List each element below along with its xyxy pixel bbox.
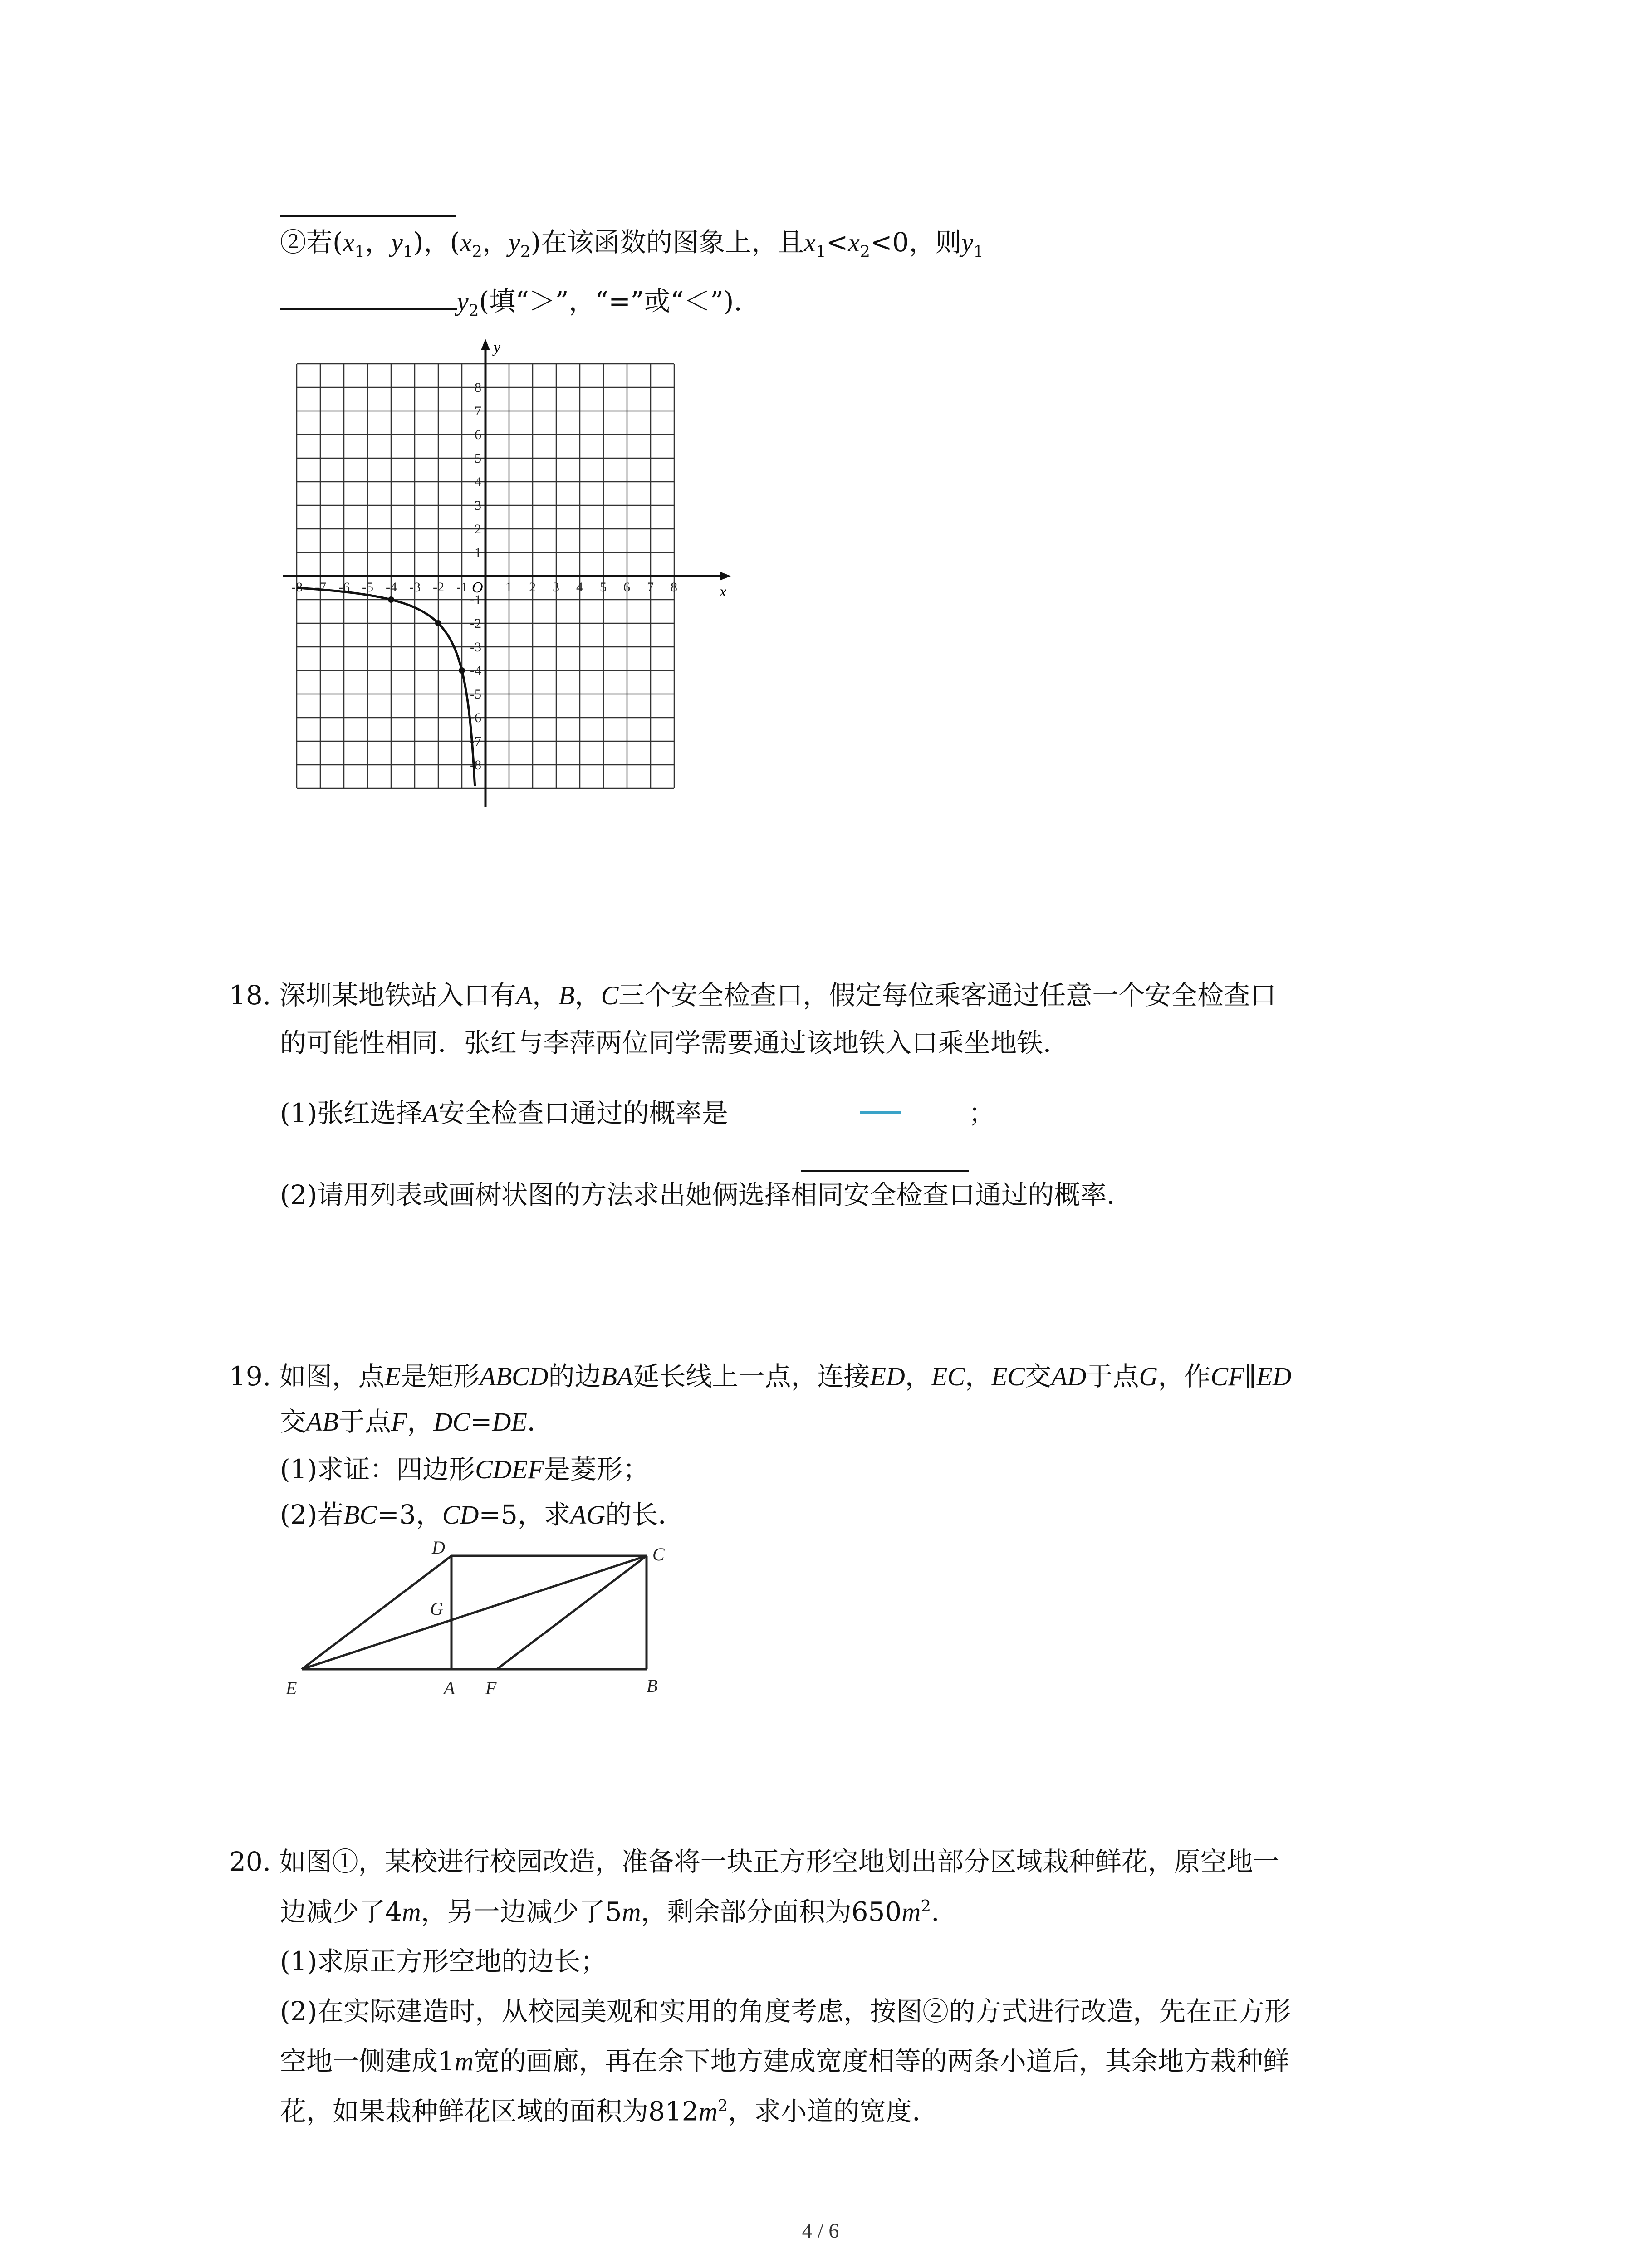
y-tick-label: -4 [470,663,481,678]
y-tick-label: -6 [470,710,481,725]
x-axis-arrow [720,572,731,581]
var: x [804,228,816,257]
var: y [391,228,403,257]
x-tick-label: 7 [647,580,654,595]
text: 如图，点 [279,1361,385,1392]
q18-part1 [280,1100,728,1127]
var: m [454,2047,474,2076]
sup: 2 [921,1897,931,1916]
q19-line2 [280,1408,554,1435]
var: DE [492,1407,527,1437]
origin-label: O [472,579,483,596]
text: ， [482,227,509,258]
text: ； [969,1098,995,1129]
text: 三个安全检查口，假定每位乘客通过任意一个安全检查口 [618,980,1277,1011]
answer-blank[interactable] [280,286,457,310]
q20-part1 [280,1948,607,1975]
label-E: E [286,1678,297,1698]
y-tick-label: 4 [475,474,481,489]
var: A [516,981,533,1010]
var: m [622,1897,641,1927]
var: ED [870,1362,905,1391]
y-tick-label: -1 [470,592,481,607]
x-tick-label: 2 [529,580,536,595]
text: ， [365,227,392,258]
x-tick-label: 3 [553,580,559,595]
var: G [1139,1362,1158,1391]
var: AG [570,1500,606,1530]
y-tick-label: 5 [475,451,481,466]
x-tick-label: 5 [600,580,607,595]
var: BA [601,1362,633,1391]
y-tick-label: -8 [470,758,481,772]
function-graph [272,331,771,826]
question-number: 19. [229,1361,271,1392]
y-tick-label: -5 [470,687,481,702]
text: 花，如果栽种鲜花区域的面积为812 [280,2096,699,2127]
curve-point [388,596,394,603]
sub: 2 [471,242,482,261]
label-B: B [647,1676,658,1696]
var: E [384,1362,401,1391]
var: x [848,228,860,257]
text: 于点 [1086,1361,1139,1392]
var: ED [1256,1362,1292,1391]
circled-number: ② [280,227,307,258]
text: . [931,1896,940,1927]
var: x [460,228,472,257]
segment-CF [497,1556,647,1669]
y-axis-arrow [481,339,490,350]
q20-line2 [280,1898,940,1925]
text: 若( [306,227,343,258]
geometry-figure [272,1538,726,1710]
var: m [901,1897,921,1927]
x-tick-label: -1 [456,580,468,595]
y-tick-label: 8 [475,380,481,395]
var: m [402,1897,421,1927]
q18-part1-end [969,1098,995,1129]
page-number: 4 / 6 [802,2219,839,2242]
text: 是矩形 [401,1361,480,1392]
text: 的长． [605,1499,685,1530]
x-tick-label: -6 [338,580,350,595]
y-tick-label: -7 [470,734,481,749]
text: =5，求 [479,1499,570,1530]
sub: 1 [354,242,365,261]
text: (2)若 [280,1499,344,1530]
segment-EC [302,1556,647,1669]
x-tick-label: -8 [291,580,303,595]
text: ， [407,1406,434,1437]
label-G: G [430,1598,443,1619]
var: y [961,228,974,257]
question-number: 20. [229,1846,271,1877]
var: CDEF [475,1455,544,1484]
text: (填“＞”，“=”或“＜”). [479,286,742,317]
text: (1)求原正方形空地的边长； [280,1946,607,1977]
var: CF [1210,1362,1244,1391]
x-tick-label: -7 [315,580,326,595]
text: 宽的画廊，再在余下地方建成宽度相等的两条小道后，其余地方栽种鲜 [473,2046,1289,2077]
var: y [457,287,469,316]
y-tick-label: 2 [475,522,481,537]
y-tick-label: 1 [475,545,481,560]
text: )在该函数的图象上，且 [530,227,804,258]
label-C: C [652,1544,665,1564]
answer-blank[interactable] [801,1148,969,1172]
text: ，另一边减少了5 [421,1896,622,1927]
text: 于点 [338,1406,391,1437]
question-number: 18. [229,980,271,1011]
text: =3， [377,1499,442,1530]
q19-part2 [280,1501,684,1528]
y-tick-label: -3 [470,640,481,655]
sub: 1 [403,242,413,261]
q19-part1 [280,1456,649,1483]
q17-part2-line1 [280,229,984,260]
var: y [508,228,520,257]
y-tick-label: 7 [475,404,481,419]
q18-line2 [280,1027,1070,1058]
text: ， [905,1361,931,1392]
var: AB [306,1407,338,1437]
x-tick-label: 4 [576,580,583,595]
text: 交 [280,1406,307,1437]
text: ， [532,980,559,1011]
var: ABCD [480,1362,549,1391]
y-tick-label: 3 [475,498,481,513]
sub: 2 [468,301,479,320]
text: (1)求证：四边形 [280,1454,475,1485]
q17-part2-line2 [280,286,742,319]
text: ，剩余部分面积为650 [641,1896,902,1927]
x-axis-label: x [720,583,727,600]
text: 安全检查口通过的概率是 [438,1098,728,1129]
function-curve [297,588,475,786]
var: BC [343,1500,377,1530]
text: )，( [413,227,460,258]
q20-part2-line1 [280,1996,1291,2027]
var: B [558,981,575,1010]
y-tick-label: 6 [475,427,481,442]
text: ． [527,1406,554,1437]
q19-line1 [229,1363,1292,1390]
var: DC [433,1407,470,1437]
text: ， [574,980,601,1011]
text: 如图①，某校进行校园改造，准备将一块正方形空地划出部分区域栽种鲜花，原空地一 [279,1846,1279,1877]
text: ∥ [1244,1361,1257,1392]
label-A: A [444,1678,455,1698]
q20-line1 [229,1848,1279,1875]
text: < [826,227,848,258]
sup: 2 [717,2097,728,2115]
text: ， [965,1361,991,1392]
segment-ED [302,1556,451,1669]
text: (2)在实际建造时，从校园美观和实用的角度考虑，按图②的方式进行改造，先在正方形 [280,1996,1291,2027]
curve-point [459,667,465,674]
text: (1)张红选择 [280,1098,423,1129]
x-tick-label: 8 [671,580,677,595]
sub: 1 [815,242,826,261]
q20-part2-line2 [280,2048,1289,2075]
text: ，作 [1158,1361,1211,1392]
x-tick-label: -2 [433,580,444,595]
text: 边减少了4 [280,1896,402,1927]
var: m [698,2097,718,2126]
y-axis-label: y [494,339,501,356]
text: 的可能性相同．张红与李萍两位同学需要通过该地铁入口乘坐地铁． [280,1027,1070,1058]
label-D: D [432,1537,445,1558]
top-answer-blank [280,200,456,217]
text: 是菱形； [544,1454,649,1485]
text: 的边 [548,1361,601,1392]
var: F [391,1407,407,1437]
sub: 2 [520,242,531,261]
text: ，求小道的宽度． [728,2096,939,2127]
var: C [601,981,619,1010]
text: 延长线上一点，连接 [633,1361,870,1392]
text: 交 [1025,1361,1052,1392]
text: (2)请用列表或画树状图的方法求出她俩选择相同安全检查口通过的概率． [280,1179,1133,1210]
label-F: F [485,1678,497,1698]
fraction-bar [860,1111,901,1114]
x-tick-label: 6 [623,580,630,595]
sub: 1 [973,242,984,261]
var: AD [1051,1362,1087,1391]
text: 空地一侧建成1 [280,2046,455,2077]
q18-part2 [280,1179,1133,1210]
var: EC [931,1362,965,1391]
text: <0，则 [870,227,962,258]
q18-line1 [229,982,1276,1009]
var: x [343,228,355,257]
x-tick-label: 1 [505,580,512,595]
y-tick-label: -2 [470,616,481,631]
sub: 2 [860,242,870,261]
var: CD [442,1500,479,1530]
x-tick-label: -5 [362,580,373,595]
var: EC [991,1362,1025,1391]
var: A [422,1099,439,1128]
x-tick-label: -4 [386,580,397,595]
text: = [470,1406,492,1437]
text: 深圳某地铁站入口有 [279,980,516,1011]
curve-point [435,620,441,626]
x-tick-label: -3 [409,580,421,595]
q20-part2-line3 [280,2098,939,2125]
